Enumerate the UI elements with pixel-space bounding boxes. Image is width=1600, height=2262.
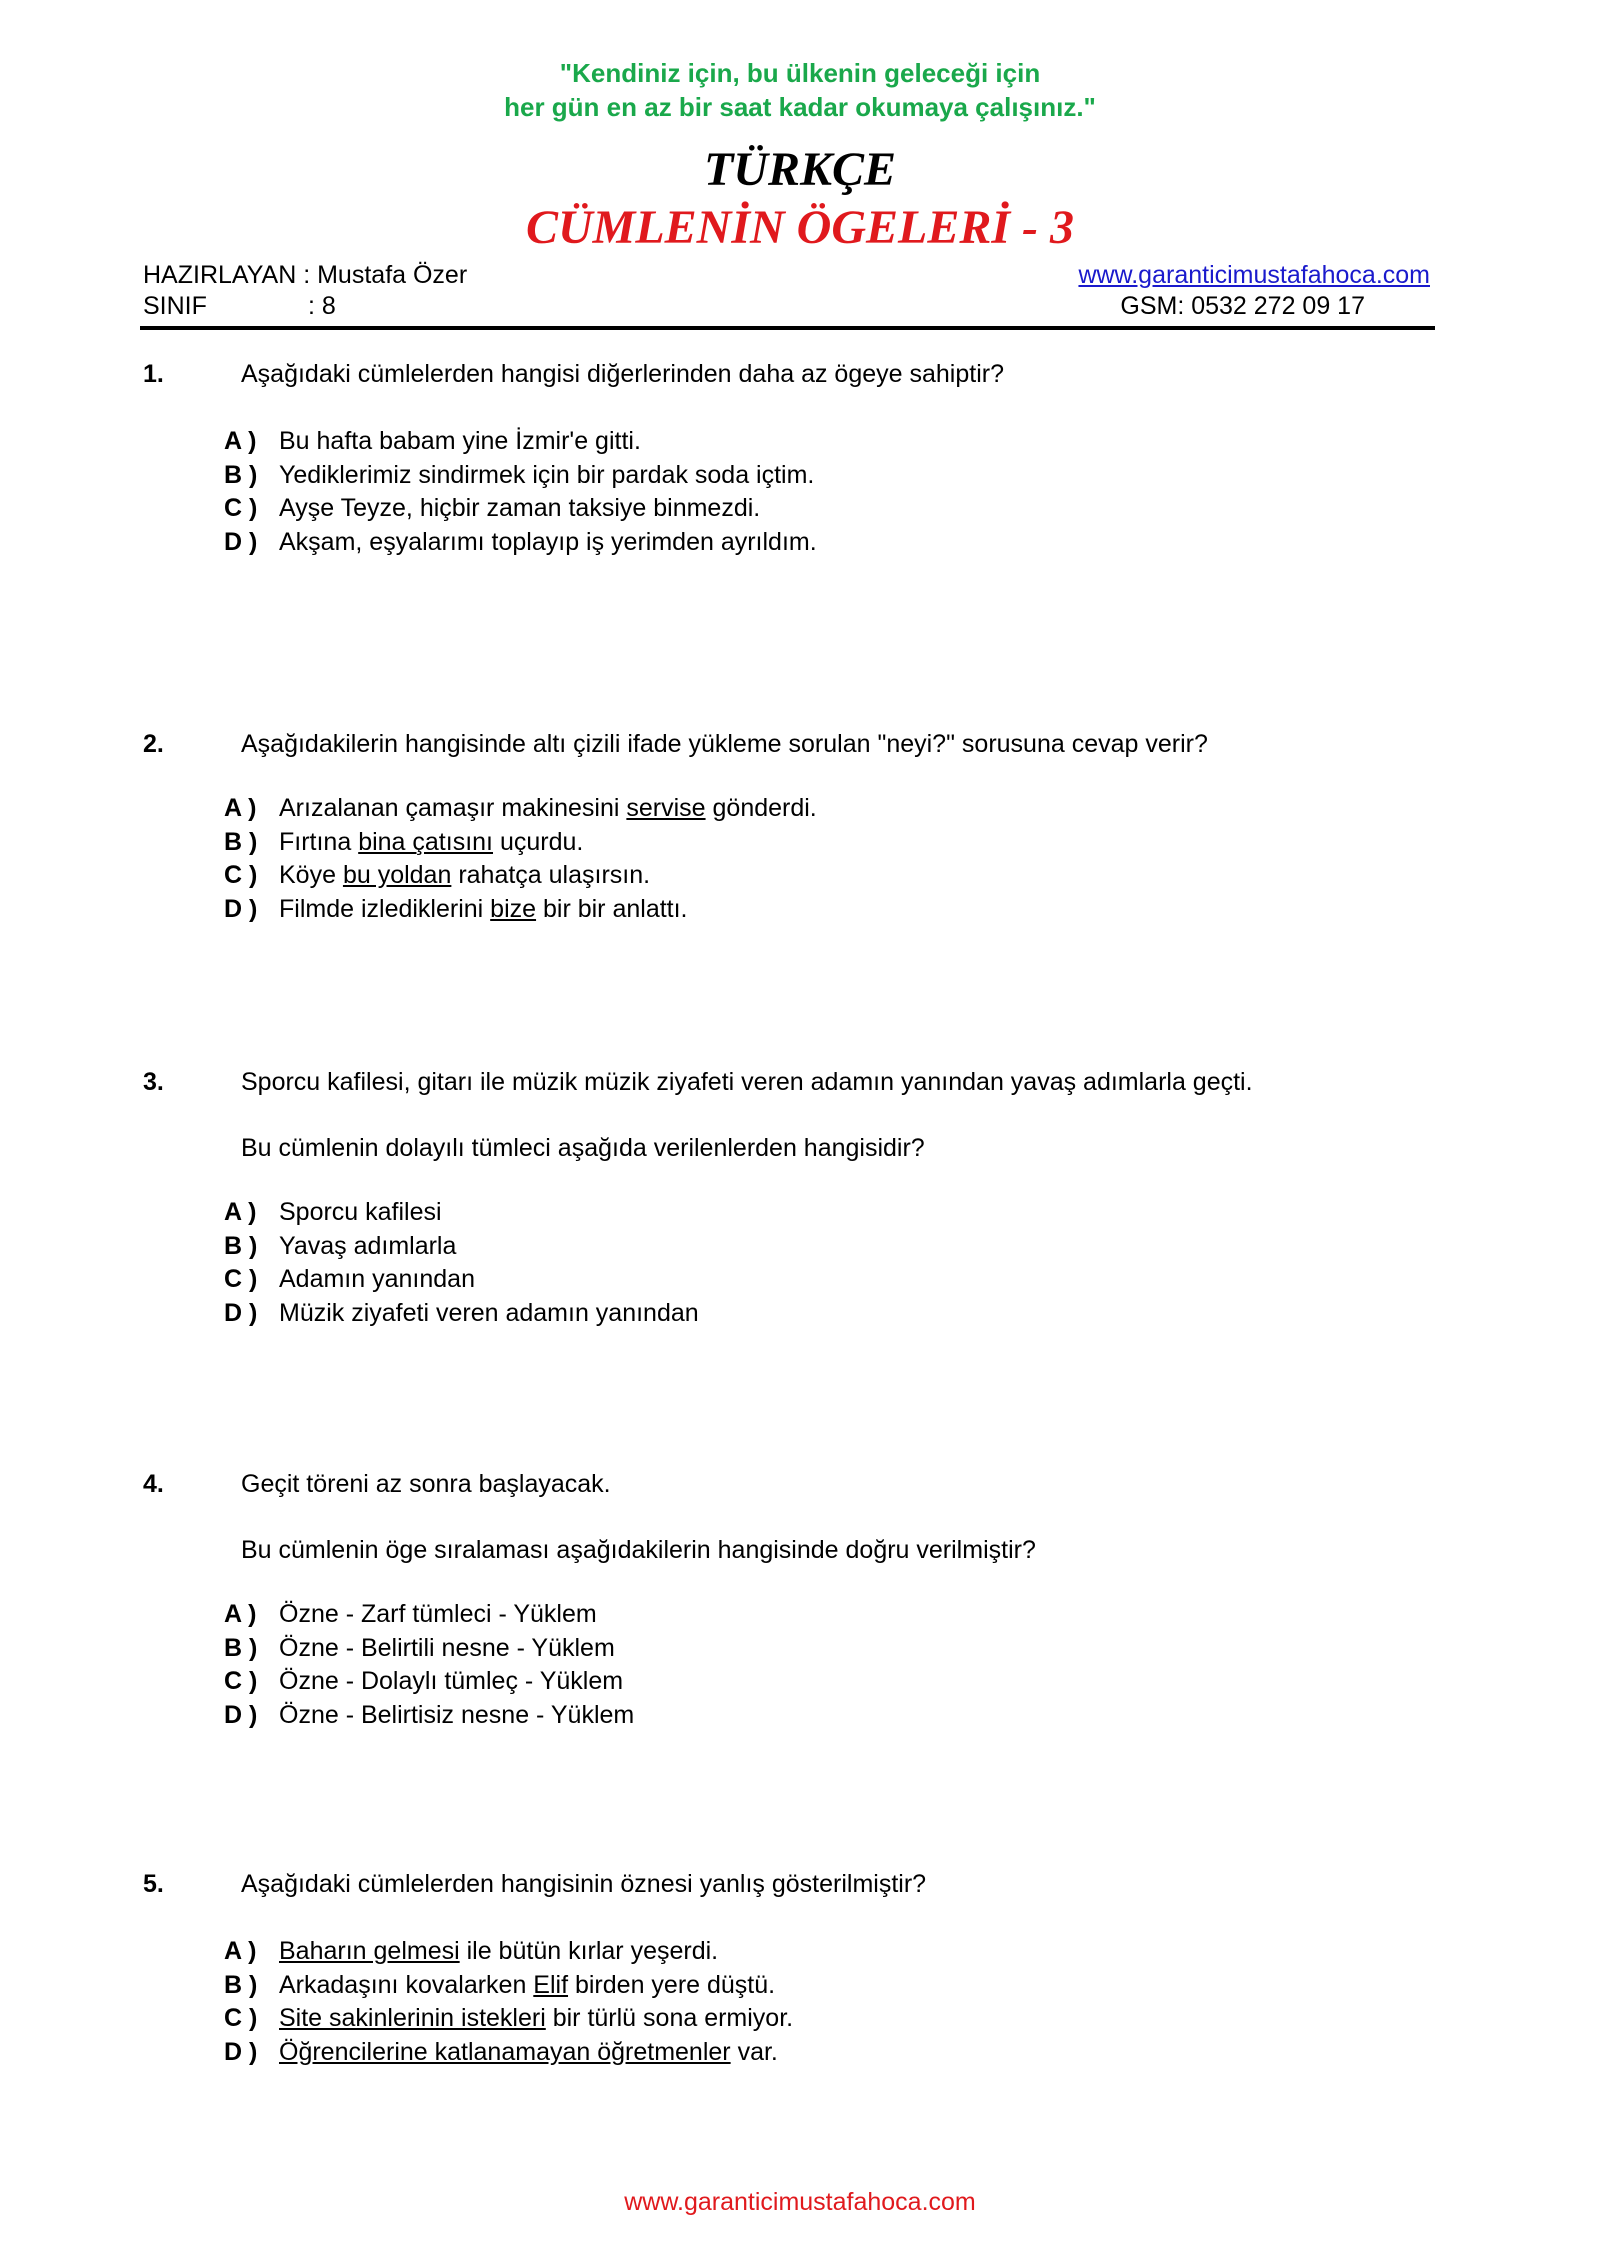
option-text: [279, 1232, 456, 1261]
option-label: A ): [224, 427, 257, 455]
option-text-post: rahatça ulaşırsın.: [451, 861, 651, 889]
option-text: [279, 1265, 475, 1294]
option-label: D ): [224, 1701, 258, 1729]
motto-line-1: "Kendiniz için, bu ülkenin geleceği için: [559, 58, 1041, 88]
option-text: [279, 1634, 615, 1663]
option-text-pre: Özne - Belirtili nesne - Yüklem: [279, 1634, 615, 1662]
option-underlined-phrase: bize: [490, 895, 537, 923]
option-text-post: birden yere düştü.: [568, 1971, 776, 1999]
option-text-post: ile bütün kırlar yeşerdi.: [459, 1937, 719, 1965]
question-text: Geçit töreni az sonra başlayacak.: [241, 1470, 611, 1498]
option-label: D ): [224, 1299, 258, 1327]
option-underlined-phrase: bina çatısını: [358, 828, 493, 856]
option-text-pre: Müzik ziyafeti veren adamın yanından: [279, 1299, 699, 1327]
option-label: D ): [224, 895, 258, 923]
motto-line-2: her gün en az bir saat kadar okumaya çalışınız.": [504, 92, 1096, 122]
option-text-post: var.: [730, 2038, 778, 2066]
option-label: C ): [224, 861, 258, 889]
option-label: D ): [224, 528, 258, 556]
option-text-post: gönderdi.: [705, 794, 817, 822]
option-label: C ): [224, 1667, 258, 1695]
option-underlined-phrase: bu yoldan: [342, 861, 452, 889]
option-underlined-phrase: servise: [626, 794, 706, 822]
option-text: [279, 1667, 623, 1696]
document-subtitle: CÜMLENİN ÖGELERİ - 3: [525, 201, 1075, 254]
option-text-pre: Ayşe Teyze, hiçbir zaman taksiye binmezdi.: [279, 494, 761, 522]
question-number: 1.: [143, 360, 164, 388]
option-text-pre: Fırtına: [279, 828, 359, 856]
phone-number: GSM: 0532 272 09 17: [1120, 292, 1365, 320]
question-number: 2.: [143, 730, 164, 758]
option-text: [279, 1299, 699, 1328]
option-label: B ): [224, 1232, 258, 1260]
question-text: Sporcu kafilesi, gitarı ile müzik müzik ziyafeti veren adamın yanından yavaş adımlarla geçti.: [241, 1068, 1253, 1096]
option-label: C ): [224, 494, 258, 522]
option-text: [279, 427, 641, 456]
option-text: [279, 528, 817, 557]
option-text-pre: Özne - Belirtisiz nesne - Yüklem: [279, 1701, 635, 1729]
option-text: [279, 2038, 778, 2067]
option-text: [279, 1937, 718, 1966]
question-number: 3.: [143, 1068, 164, 1096]
option-text-pre: Özne - Zarf tümleci - Yüklem: [279, 1600, 597, 1628]
option-text-pre: Yediklerimiz sindirmek için bir pardak soda içtim.: [279, 461, 815, 489]
class-value: : 8: [308, 292, 336, 320]
option-text: [279, 461, 814, 490]
option-underlined-phrase: Site sakinlerinin istekleri: [279, 2004, 546, 2032]
option-text-pre: Filmde izlediklerini: [279, 895, 491, 923]
option-text-pre: Arkadaşını kovalarken: [279, 1971, 534, 1999]
option-label: C ): [224, 1265, 258, 1293]
option-label: D ): [224, 2038, 258, 2066]
option-label: A ): [224, 1198, 257, 1226]
option-text: [279, 895, 688, 924]
option-text-pre: Köye: [279, 861, 343, 889]
option-text: [279, 1198, 442, 1227]
header-divider: [140, 326, 1435, 330]
option-text-post: bir bir anlattı.: [536, 895, 688, 923]
option-underlined-phrase: Öğrencilerine katlanamayan öğretmenler: [279, 2038, 731, 2066]
option-text-pre: Yavaş adımlarla: [279, 1232, 457, 1260]
question-prompt: Bu cümlenin öge sıralaması aşağıdakilerin hangisinde doğru verilmiştir?: [241, 1536, 1036, 1564]
option-text: [279, 861, 650, 890]
question-number: 5.: [143, 1870, 164, 1898]
option-underlined-phrase: Elif: [533, 1971, 569, 1999]
option-text-post: bir türlü sona ermiyor.: [545, 2004, 794, 2032]
option-label: A ): [224, 1600, 257, 1628]
option-label: B ): [224, 1971, 258, 1999]
option-text: [279, 1600, 597, 1629]
footer-website[interactable]: www.garanticimustafahoca.com: [624, 2188, 976, 2216]
question-text: Aşağıdaki cümlelerden hangisinin öznesi yanlış gösterilmiştir?: [241, 1870, 927, 1898]
option-text: [279, 828, 583, 857]
option-label: C ): [224, 2004, 258, 2032]
option-text: [279, 2004, 793, 2033]
option-label: B ): [224, 1634, 258, 1662]
option-underlined-phrase: Baharın gelmesi: [279, 1937, 460, 1965]
question-number: 4.: [143, 1470, 164, 1498]
website-link[interactable]: www.garanticimustafahoca.com: [1078, 261, 1430, 289]
option-text-post: uçurdu.: [493, 828, 584, 856]
option-text: [279, 794, 817, 823]
option-text-pre: Bu hafta babam yine İzmir'e gitti.: [279, 427, 641, 455]
question-text: Aşağıdaki cümlelerden hangisi diğerlerinden daha az ögeye sahiptir?: [241, 360, 1004, 388]
option-text-pre: Sporcu kafilesi: [279, 1198, 442, 1226]
option-label: B ): [224, 461, 258, 489]
option-text-pre: Özne - Dolaylı tümleç - Yüklem: [279, 1667, 624, 1695]
option-text: [279, 494, 760, 523]
option-label: A ): [224, 794, 257, 822]
option-text-pre: Adamın yanından: [279, 1265, 475, 1293]
option-text: [279, 1701, 634, 1730]
class-label: SINIF: [143, 292, 207, 320]
option-label: A ): [224, 1937, 257, 1965]
option-text-pre: Akşam, eşyalarımı toplayıp iş yerimden ayrıldım.: [279, 528, 817, 556]
option-text-pre: Arızalanan çamaşır makinesini: [279, 794, 627, 822]
document-title: TÜRKÇE: [703, 143, 897, 196]
question-text: Aşağıdakilerin hangisinde altı çizili ifade yükleme sorulan "neyi?" sorusuna cevap verir?: [241, 730, 1208, 758]
author-label: HAZIRLAYAN : Mustafa Özer: [143, 261, 468, 289]
option-label: B ): [224, 828, 258, 856]
option-text: [279, 1971, 775, 2000]
question-prompt: Bu cümlenin dolayılı tümleci aşağıda verilenlerden hangisidir?: [241, 1134, 925, 1162]
